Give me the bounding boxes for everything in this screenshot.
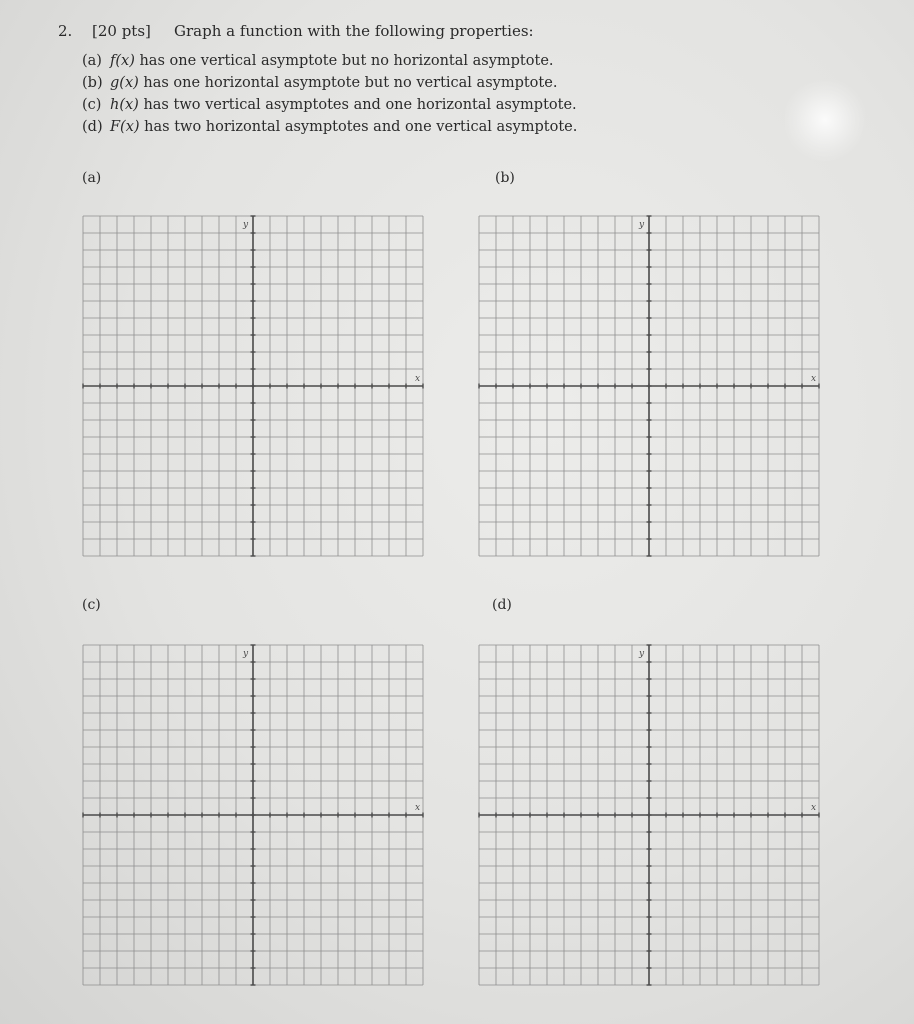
y-axis-label: y [639,649,645,659]
question-points: [20 pts] [92,22,151,40]
y-axis-label: y [639,220,645,230]
x-axis-label: x [811,803,817,813]
property-text: has two horizontal asymptotes and one vertical asymptote. [144,119,578,135]
graph-grid-a[interactable] [80,213,426,559]
property-text: has one horizontal asymptote but no vertical asymptote. [143,75,558,91]
question-header [58,22,534,40]
y-axis-label: y [243,649,249,659]
function-name: g(x) [110,75,139,91]
property-item [82,50,577,72]
property-text: has two vertical asymptotes and one horizontal asymptote. [143,97,577,113]
question-number: 2. [58,22,73,40]
panel-label-b: (b) [495,170,515,186]
x-axis-label: x [415,803,421,813]
property-item [82,72,577,94]
property-label: (c) [82,97,102,113]
properties-list [82,50,577,138]
graph-grid-c[interactable] [80,642,426,988]
property-label: (a) [82,53,102,69]
light-glare [785,75,865,165]
panel-label-c: (c) [82,597,101,613]
function-name: f(x) [110,53,135,69]
property-item [82,94,577,116]
panel-label-a: (a) [82,170,102,186]
property-item [82,116,577,138]
property-label: (d) [82,119,103,135]
function-name: h(x) [110,97,139,113]
question-prompt: Graph a function with the following properties: [174,22,534,40]
x-axis-label: x [415,374,421,384]
function-name: F(x) [110,119,140,135]
property-label: (b) [82,75,103,91]
panel-label-d: (d) [492,597,512,613]
graph-grid-d[interactable] [476,642,822,988]
y-axis-label: y [243,220,249,230]
property-text: has one vertical asymptote but no horizontal asymptote. [139,53,554,69]
graph-grid-b[interactable] [476,213,822,559]
x-axis-label: x [811,374,817,384]
